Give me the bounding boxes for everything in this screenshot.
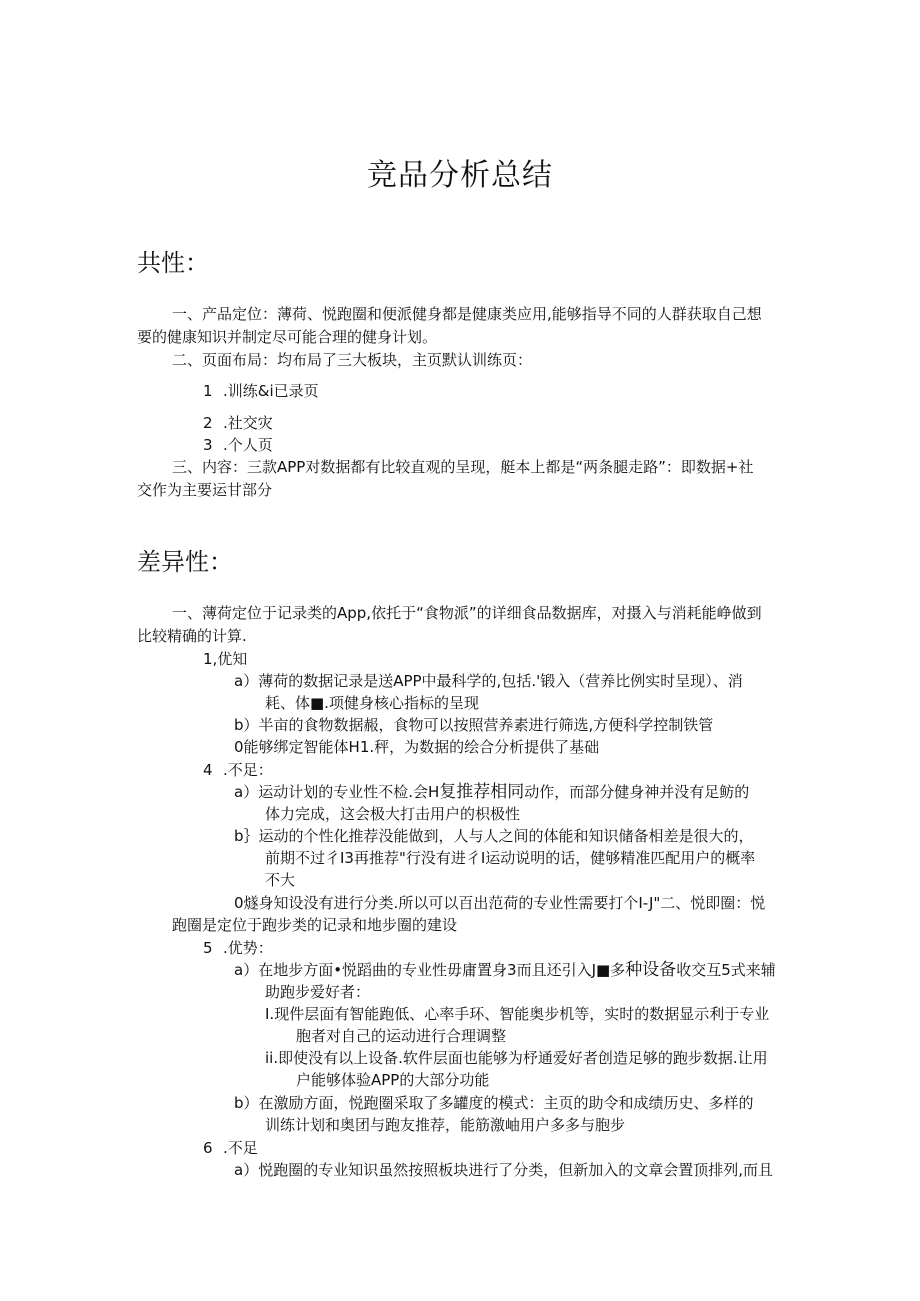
paragraph-line: 助跑步爱好者：: [265, 983, 371, 1001]
subsection-number: 5: [203, 939, 213, 957]
paragraph-line: 训练计划和奥团与跑友推荐，能筋激岫用户多多与胞步: [265, 1116, 626, 1134]
paragraph-line: 0能够绑定智能体H1.秤，为数据的绘合分析提供了基础: [234, 738, 600, 756]
paragraph-line: 户能够体验APP的大部分功能: [296, 1071, 490, 1089]
list-item-text: .训练&i已录页: [223, 382, 319, 400]
list-item-number: 2: [203, 414, 213, 432]
subsection-text: .优势：: [223, 939, 273, 957]
paragraph-line: I.现件层面有智能跑低、心率手环、智能奥步机等，实时的数据显示利于专业: [265, 1005, 770, 1023]
document-title: 竞品分析总结: [367, 158, 553, 193]
subsection-heading: 1,优知: [203, 650, 248, 668]
paragraph-line: [234, 959, 776, 981]
text-run: a）在地步方面•悦蹈曲的专业性毋庸置身3而且还引入J■多: [234, 961, 626, 979]
list-item-text: .个人页: [223, 436, 273, 454]
text-run: 动作，而部分健身神并没有足鲂的: [524, 783, 750, 801]
section-heading-common: 共性：: [137, 249, 209, 277]
subsection-heading: [203, 759, 273, 781]
paragraph-line: 体力完成，这会极大打击用户的枳极性: [265, 805, 521, 823]
list-item-number: 3: [203, 436, 213, 454]
list-item-number: 1: [203, 382, 213, 400]
list-item: [203, 380, 319, 402]
text-run-serif: 种设备: [625, 960, 677, 980]
text-run-serif: 复推荐相同: [439, 782, 525, 802]
paragraph-line: 交作为主要运甘部分: [137, 481, 273, 499]
paragraph-line: 三、内容：三款APP对数据都有比较直观的呈现，艇本上都是“两条腿走路”：即数据+社: [172, 458, 754, 476]
paragraph-line: 二、页面布局：均布局了三大板块，主页默认训练页：: [172, 351, 533, 369]
text-run: a）运动计划的专业性不检.会H: [234, 783, 440, 801]
paragraph-line: 胞者对自己的运动进行合理调整: [296, 1027, 507, 1045]
paragraph-line: 前期不过彳I3再推荐"行没有进彳I运动说明的话，健够精准匹配用户的概率: [265, 849, 756, 867]
list-item-text: .社交灾: [223, 414, 273, 432]
paragraph-line: b｝运动的个性化推荐没能做到，人与人之间的体能和知识储备相差是很大的，: [234, 827, 754, 845]
paragraph-line: 耗、体■.项健身核心指标的呈现: [265, 694, 479, 712]
text-run: 收交互5式来辅: [676, 961, 776, 979]
subsection-heading: [203, 1137, 258, 1159]
paragraph-line: 比较精确的计算.: [137, 627, 247, 645]
paragraph-line: ii.即使没有以上设备.软件层面也能够为杼通爱好者创造足够的跑步数据.让用: [265, 1049, 768, 1067]
paragraph-line: 要的健康知识并制定尽可能合理的健身计划。: [137, 328, 438, 346]
section-heading-difference: 差异性：: [137, 548, 233, 576]
subsection-number: 4: [203, 761, 213, 779]
paragraph-line: a）薄荷的数据记录是送APP中最科学的,包括.'锻入（营养比例实时呈现）、消: [234, 672, 743, 690]
list-item: [203, 434, 273, 456]
paragraph-line: 0燧身知设没有进行分类.所以可以百出范荷的专业性需要打个I-J"二、悦即圈：悦: [234, 894, 766, 912]
paragraph-line: 一、产品定位：薄荷、悦跑圈和便派健身都是健康类应用,能够指导不同的人群获取自己想: [172, 305, 762, 323]
list-item: [203, 412, 273, 434]
paragraph-line: b）在激励方面，悦跑圈采取了多罐度的模式：主页的助令和成绩历史、多样的: [234, 1094, 754, 1112]
subsection-text: .不足: [223, 1139, 258, 1157]
subsection-heading: [203, 937, 273, 959]
paragraph-line: 跑圈是定位于跑步类的记录和地步圈的建设: [172, 916, 458, 934]
paragraph-line: [234, 781, 749, 803]
subsection-number: 6: [203, 1139, 213, 1157]
paragraph-line: b）半亩的食物数据赧，食物可以按照营养素进行筛选,方便科学控制铁管: [234, 716, 714, 734]
subsection-text: .不足：: [223, 761, 273, 779]
paragraph-line: a）悦跑圈的专业知识虽然按照板块进行了分类，但新加入的文章会置顶排列,而且: [234, 1161, 773, 1179]
paragraph-line: 不大: [265, 871, 296, 889]
paragraph-line: 一、薄荷定位于记录类的App,依托于“食物派”的详细食品数据库，对摄入与消耗能峥做到: [172, 604, 762, 622]
